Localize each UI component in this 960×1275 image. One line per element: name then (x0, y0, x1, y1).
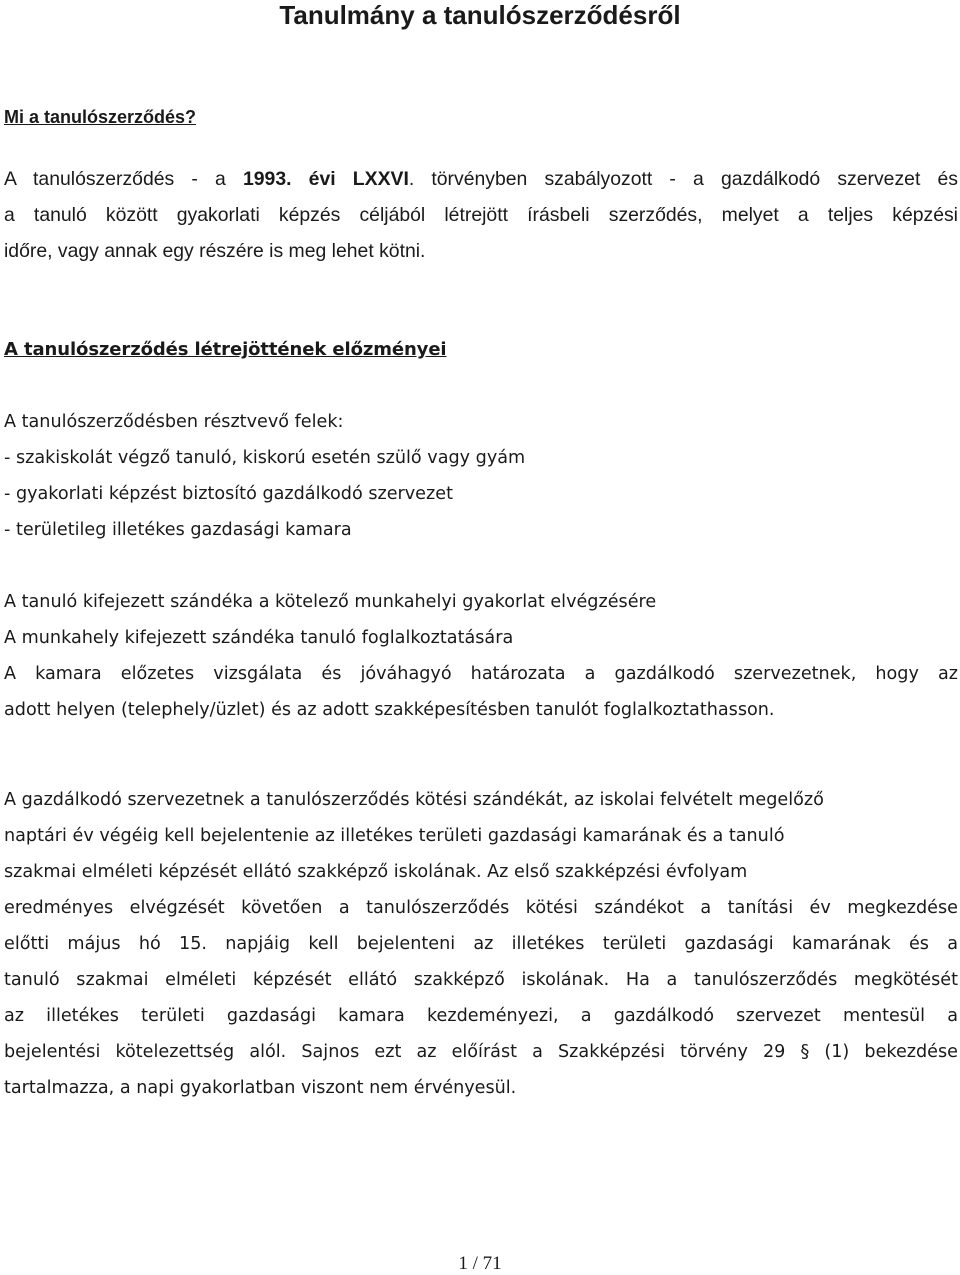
paragraph-line: A munkahely kifejezett szándéka tanuló foglalkoztatására (4, 628, 514, 648)
paragraph-line: A gazdálkodó szervezetnek a tanulószerződés kötési szándékát, az iskolai felvételt megelőző (4, 790, 824, 810)
section-heading-preconditions: A tanulószerződés létrejöttének előzményei (4, 339, 447, 360)
paragraph-line: a tanuló között gyakorlati képzés céljából létrejött írásbeli szerződés, melyet a teljes képzési (4, 204, 958, 226)
paragraph-line: A tanuló kifejezett szándéka a kötelező munkahelyi gyakorlat elvégzésére (4, 592, 657, 612)
list-item: - területileg illetékes gazdasági kamara (4, 520, 352, 540)
definition-paragraph (4, 161, 958, 269)
paragraph-line: eredményes elvégzését követően a tanulószerződés kötési szándékot a tanítási év megkezdése (4, 898, 958, 918)
paragraph-line: bejelentési kötelezettség alól. Sajnos ezt az előírást a Szakképzési törvény 29 § (1) bekezdése (4, 1042, 958, 1062)
paragraph-line: szakmai elméleti képzését ellátó szakképző iskolának. Az első szakképzési évfolyam (4, 862, 748, 882)
paragraph-line: tartalmazza, a napi gyakorlatban viszont nem érvényesül. (4, 1078, 517, 1098)
paragraph-line: az illetékes területi gazdasági kamara kezdeményezi, a gazdálkodó szervezet mentesül a (4, 1006, 958, 1026)
paragraph-line: A tanulószerződés - a 1993. évi LXXVI. törvényben szabályozott - a gazdálkodó szervezet és (4, 168, 958, 190)
paragraph-line: A kamara előzetes vizsgálata és jóváhagyó határozata a gazdálkodó szervezetnek, hogy az (4, 664, 958, 684)
paragraph-line: időre, vagy annak egy részére is meg lehet kötni. (4, 240, 426, 262)
list-item: - szakiskolát végző tanuló, kiskorú esetén szülő vagy gyám (4, 448, 526, 468)
paragraph-line: tanuló szakmai elméleti képzését ellátó szakképző iskolának. Ha a tanulószerződés megkötését (4, 970, 958, 990)
paragraph-line: adott helyen (telephely/üzlet) és az adott szakképesítésben tanulót foglalkoztathasson. (4, 700, 775, 720)
page-number: 1 / 71 (458, 1253, 502, 1274)
conditions-paragraph (4, 584, 958, 728)
list-item: - gyakorlati képzést biztosító gazdálkodó szervezet (4, 484, 453, 504)
law-reference: 1993. évi LXXVI (242, 168, 409, 190)
parties-list (4, 404, 958, 548)
notice-paragraph (4, 782, 958, 1106)
paragraph-line: előtti május hó 15. napjáig kell bejelenteni az illetékes területi gazdasági kamarának és a (4, 934, 958, 954)
list-item: A tanulószerződésben résztvevő felek: (4, 412, 344, 432)
paragraph-line: naptári év végéig kell bejelentenie az illetékes területi gazdasági kamarának és a tanuló (4, 826, 785, 846)
page-title: Tanulmány a tanulószerződésről (279, 0, 681, 30)
section-heading-what-is: Mi a tanulószerződés? (4, 107, 197, 127)
